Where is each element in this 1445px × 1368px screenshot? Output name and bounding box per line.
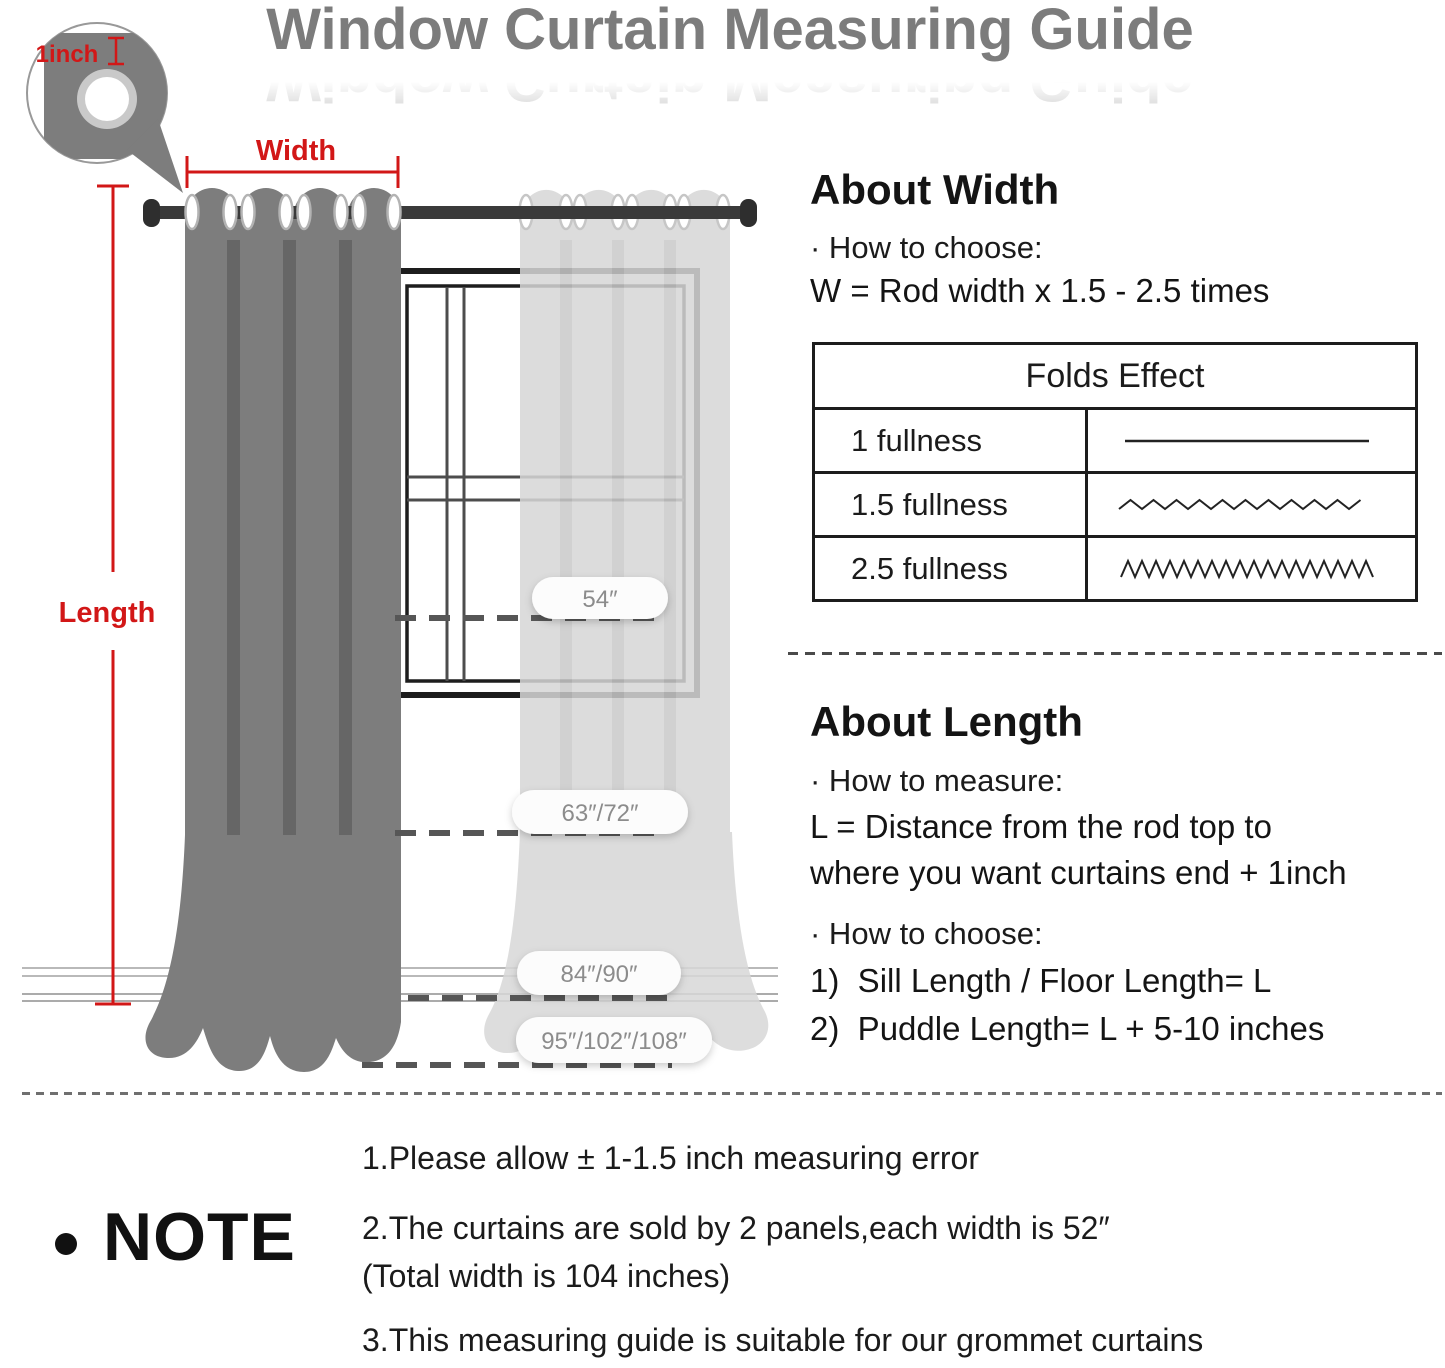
about-width-how-to-choose: · How to choose: xyxy=(810,230,1043,265)
about-length-how-to-choose: · How to choose: xyxy=(810,916,1043,951)
table-row xyxy=(815,538,1415,599)
rod-finial-left xyxy=(143,199,160,227)
width-formula: W = Rod width x 1.5 - 2.5 times xyxy=(810,272,1270,309)
folds-table-header: Folds Effect xyxy=(815,345,1415,410)
light-curtain-panel xyxy=(484,190,768,1057)
size-marker-label-63-72: 63″/72″ xyxy=(561,800,639,827)
section-divider xyxy=(788,652,1442,655)
size-marker-label-95-102-108: 95″/102″/108″ xyxy=(541,1028,687,1055)
about-width-heading: About Width xyxy=(810,166,1060,213)
note-bullet-icon xyxy=(55,1233,77,1255)
width-label: Width xyxy=(255,135,337,167)
table-row xyxy=(815,410,1415,474)
length-option-1: 1) Sill Length / Floor Length= L xyxy=(810,962,1272,999)
note-item-3: 3.This measuring guide is suitable for our grommet curtains xyxy=(362,1322,1204,1358)
dark-curtain-panel xyxy=(145,188,401,1072)
straight-line-icon xyxy=(1107,421,1397,461)
about-length-how-to-measure: · How to measure: xyxy=(810,763,1064,798)
note-item-1: 1.Please allow ± 1-1.5 inch measuring error xyxy=(362,1140,979,1176)
length-formula-line1: L = Distance from the rod top to xyxy=(810,808,1272,845)
note-heading: NOTE xyxy=(103,1199,296,1275)
page-title: Window Curtain Measuring Guide xyxy=(266,0,1194,62)
length-formula-line2: where you want curtains end + 1inch xyxy=(810,854,1347,891)
length-option-2: 2) Puddle Length= L + 5-10 inches xyxy=(810,1010,1325,1047)
rod-finial-right xyxy=(740,199,757,227)
magnifier xyxy=(27,23,183,193)
note-item-2-line1: 2.The curtains are sold by 2 panels,each width is 52″ xyxy=(362,1210,1110,1246)
fullness-label-1: 1 fullness xyxy=(815,410,1088,471)
grommet-detail-hole xyxy=(85,77,129,121)
one-inch-label: 1inch xyxy=(35,41,99,68)
size-marker-label-54: 54″ xyxy=(582,586,618,613)
shallow-zigzag-icon xyxy=(1107,485,1397,525)
length-label: Length xyxy=(58,597,156,629)
dense-zigzag-icon xyxy=(1107,549,1397,589)
fullness-label-1-5: 1.5 fullness xyxy=(815,474,1088,535)
about-length-heading: About Length xyxy=(810,698,1083,745)
fullness-label-2-5: 2.5 fullness xyxy=(815,538,1088,599)
bottom-divider xyxy=(22,1092,1442,1095)
table-row xyxy=(815,474,1415,538)
folds-effect-table xyxy=(812,342,1418,602)
size-marker-label-84-90: 84″/90″ xyxy=(560,961,638,988)
note-item-2-line2: (Total width is 104 inches) xyxy=(362,1258,731,1294)
length-measure xyxy=(95,186,131,1004)
curtain-illustration xyxy=(0,0,790,1105)
